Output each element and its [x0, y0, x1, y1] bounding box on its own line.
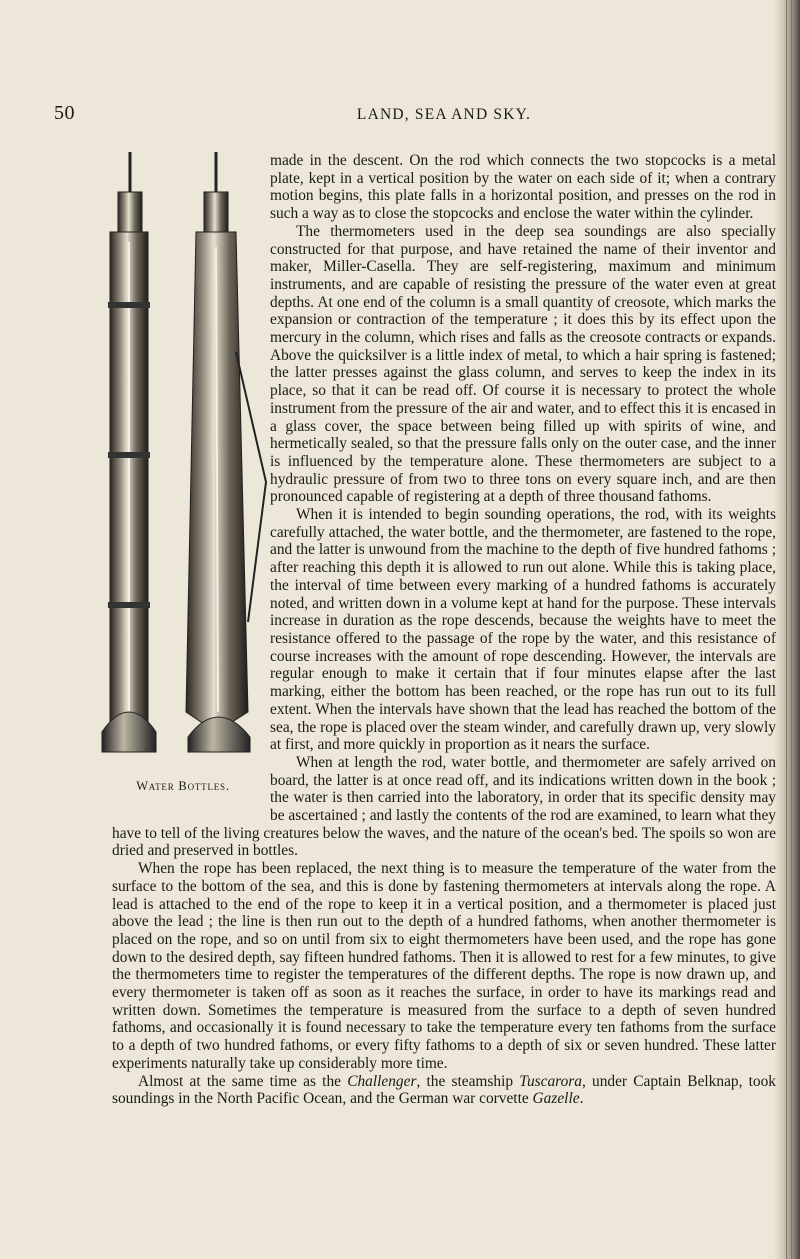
page-number: 50	[54, 102, 75, 124]
paragraph-1: made in the descent. On the rod which connects the two stopcocks is a metal plate, kept in a vertical position by the water on each side of it; when a contrary motion begins, this plate falls in a horizontal position, and presses on the rod in such a way as to close the stopcocks and enclose the water within the cylinder.	[270, 152, 776, 223]
running-title: LAND, SEA AND SKY.	[356, 106, 532, 123]
paragraph-6	[112, 1073, 776, 1108]
water-bottles-figure	[88, 152, 262, 806]
water-bottles-illustration	[88, 152, 278, 782]
page-edge-shadow	[774, 0, 800, 1259]
left-water-bottle	[102, 152, 156, 752]
ship-name-challenger: Challenger	[347, 1072, 417, 1090]
right-water-bottle	[186, 152, 266, 752]
figure-caption: Water Bottles.	[136, 779, 230, 793]
body-text	[112, 152, 776, 1108]
page-edge-line	[791, 0, 792, 1259]
ship-name-gazelle: Gazelle	[532, 1090, 580, 1108]
p6-text-c: , under Captain Belknap, took soundings in the North Pacific Ocean, and the German war corvette	[112, 1072, 776, 1108]
page-edge-line	[786, 0, 787, 1259]
book-page	[54, 0, 776, 1259]
running-head	[54, 102, 776, 128]
page-edge-line	[795, 0, 796, 1259]
paragraph-4: When at length the rod, water bottle, and thermometer are safely arrived on board, the latter is at once read off, and its indications written down in the book ; the water is then carried into the laboratory, in order that its specific density may be ascertained ; and lastly the contents of the rod are examined, to learn what they have to tell of the living creatures below the waves, and the nature of the ocean's bed. The spoils so won are dried and preserved in bottles.	[112, 753, 776, 860]
paragraph-5: When the rope has been replaced, the next thing is to measure the temperature of the water from the surface to the bottom of the sea, and this is done by fastening thermometers at intervals along the rope. A lead is attached to the end of the rope to keep it in a vertical position, and a thermometer is placed just above the lead ; the line is then run out to the depth of a hundred fathoms, when another thermometer is placed on the rope, and so on until from six to eight thermometers have been used, and the rope has gone down to the desired depth, say fifteen hundred fathoms. Then it is allowed to rest for a few minutes, to give the thermometers time to register the temperatures of the different depths. The rope is now drawn up, and every thermometer is taken off as soon as it reaches the surface, in order to have its markings read and written down. Sometimes the temperature is measured from the surface to a depth of seven hundred fathoms, and occasionally it is found necessary to take the temperature every ten fathoms from the surface to a depth of two hundred fathoms, or every fifty fathoms to a depth of six or seven hundred. These latter experiments naturally take up considerably more time.	[112, 860, 776, 1072]
paragraph-2: The thermometers used in the deep sea soundings are also specially constructed for that purpose, and have retained the name of their inventor and maker, Miller-Casella. They are self-registering, maximum and minimum instruments, and are capable of resisting the pressure of the water even at great depths. At one end of the column is a small quantity of creosote, which marks the expansion or contraction of the temperature ; it does this by its effect upon the mercury in the column, which rises and falls as the creosote contracts or expands. Above the quicksilver is a little index of metal, to which a hair spring is fastened; the latter presses against the glass column, and serves to keep the index in its place, so that it can be read off. Of course it is necessary to protect the whole instrument from the pressure of the air and water, and to effect this it is encased in a glass cover, the space between being filled up with spirits of wine, and hermetically sealed, so that the pressure falls only on the outer case, and the inner is influenced by the temperature alone. These thermometers are subject to a hydraulic pressure of from two to three tons on every square inch, and are then pronounced capable of registering at a depth of three thousand fathoms.	[270, 222, 776, 506]
p6-text-d: .	[579, 1090, 584, 1108]
ship-name-tuscarora: Tuscarora	[519, 1072, 582, 1090]
p6-text-b: , the steamship	[416, 1072, 520, 1090]
paragraph-3: When it is intended to begin sounding operations, the rod, with its weights carefully attached, the water bottle, and the thermometer, are fastened to the rope, and the latter is unwound from the machine to the depth of five hundred fathoms ; after reaching this depth it is allowed to run out alone. While this is taking place, the interval of time between every marking of a hundred fathoms is accurately noted, and written down in a volume kept at hand for the purpose. These intervals increase in duration as the rope descends, because the weights have to meet the resistance offered to the passage of the rope by the water, and this resistance of course increases with the amount of rope descending. However, the intervals are regular enough to make it certain that if four minutes elapse after the last marking, either the bottom has been reached, or the rope has run out to its full extent. When the intervals have shown that the lead has reached the bottom of the sea, the rope is placed over the steam winder, and carefully drawn up, very slowly at first, and more quickly in proportion as it nears the surface.	[270, 506, 776, 754]
p6-text-a: Almost at the same time as the	[138, 1072, 348, 1090]
